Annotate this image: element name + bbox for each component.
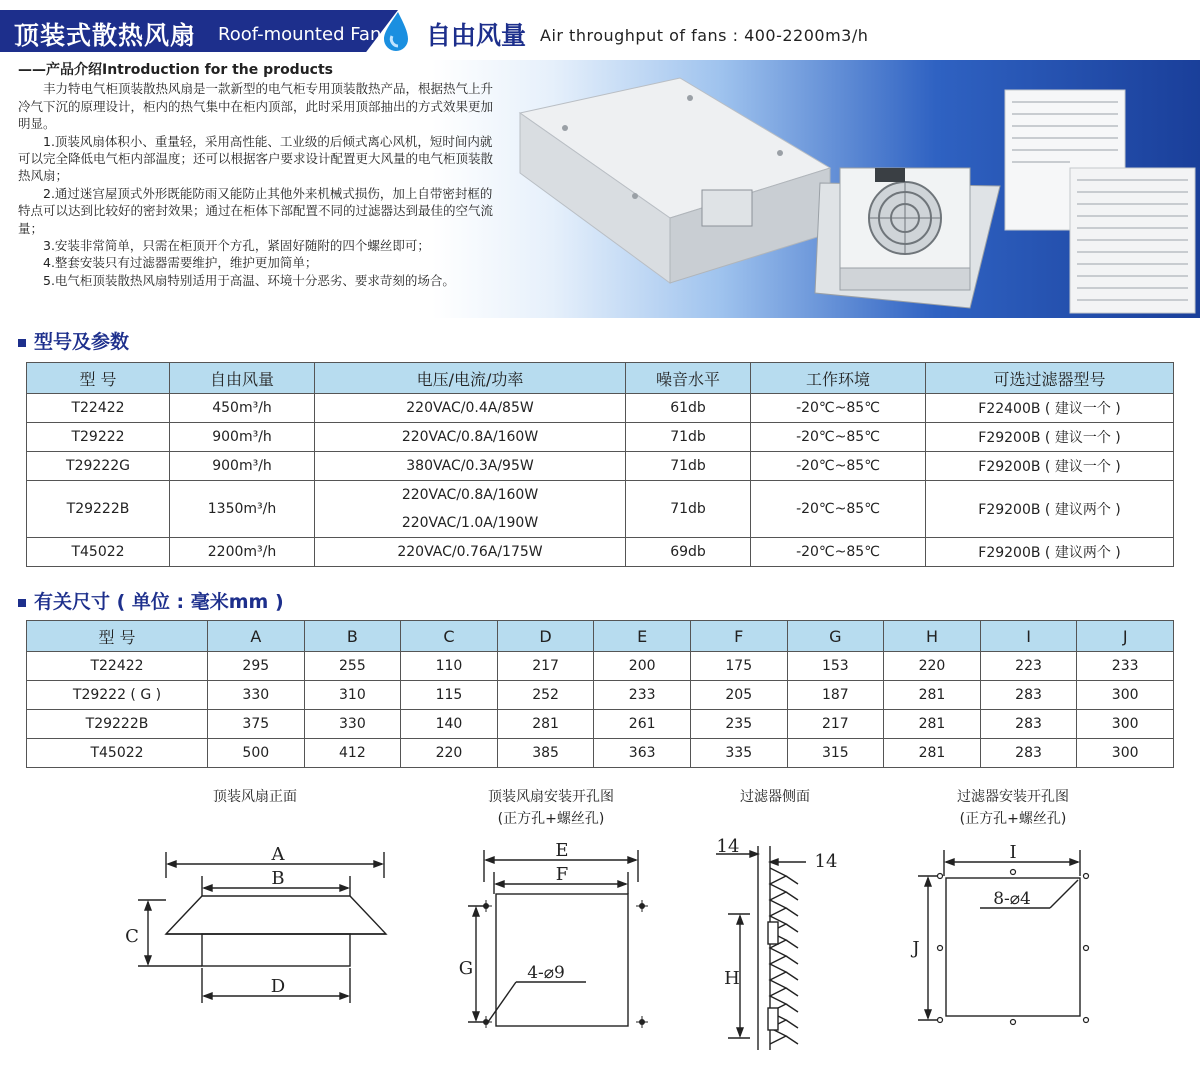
intro-paragraph: 4.整套安装只有过滤器需要维护，维护更加简单；	[43, 255, 318, 271]
cell: 187	[787, 681, 884, 710]
cell: 281	[497, 710, 594, 739]
filter-cutout-drawing	[900, 832, 1110, 1037]
dim-label-g: G	[458, 958, 474, 979]
cell: 300	[1077, 710, 1174, 739]
cell: 233	[1077, 652, 1174, 681]
cell-airflow: 450m³/h	[170, 394, 315, 423]
cell-env: -20℃~85℃	[751, 423, 926, 452]
hole-label: 4-⌀9	[527, 963, 565, 983]
dim-label-e: E	[555, 840, 569, 861]
front-view-drawing	[110, 838, 410, 1018]
cell-power: 220VAC/0.8A/160W	[315, 423, 626, 452]
cell-filter: F29200B ( 建议一个 )	[926, 423, 1174, 452]
header-airflow-cn: 自由风量	[426, 21, 527, 50]
table-header-row	[27, 621, 1174, 652]
cell: 235	[690, 710, 787, 739]
cell-noise: 71db	[626, 481, 751, 538]
col-header: 型 号	[27, 621, 208, 652]
cell-model: T45022	[27, 538, 170, 567]
dim-label-b: B	[271, 868, 285, 889]
cell: 217	[497, 652, 594, 681]
cell-filter: F29200B ( 建议两个 )	[926, 538, 1174, 567]
table-row	[27, 681, 1174, 710]
cell: 385	[497, 739, 594, 768]
drawing-caption-cutout-sub: (正方孔+螺丝孔)	[497, 811, 605, 827]
bullet-square-icon	[18, 599, 26, 607]
drawing-caption-front: 顶装风扇正面	[213, 789, 297, 805]
cell-noise: 71db	[626, 423, 751, 452]
dim-label-a: A	[271, 844, 285, 865]
cell: 300	[1077, 681, 1174, 710]
table-row	[27, 423, 1174, 452]
cell-env: -20℃~85℃	[751, 452, 926, 481]
header-title-en: Roof-mounted Fan	[218, 24, 382, 45]
cell: 335	[690, 739, 787, 768]
cell-env: -20℃~85℃	[751, 538, 926, 567]
intro-paragraph: 3.安装非常简单，只需在柜顶开个方孔，紧固好随附的四个螺丝即可；	[43, 238, 430, 254]
header-airflow-en: Air throughput of fans : 400-2200m3/h	[540, 26, 869, 45]
cell: 233	[594, 681, 691, 710]
cell: 217	[787, 710, 884, 739]
col-header: B	[304, 621, 401, 652]
specs-section-title	[18, 327, 129, 354]
bullet-square-icon	[18, 339, 26, 347]
power-line: 220VAC/0.8A/160W	[401, 487, 539, 503]
cell-filter: F29200B ( 建议两个 )	[926, 481, 1174, 538]
cell: 140	[401, 710, 498, 739]
cell: T29222 ( G )	[27, 681, 208, 710]
table-row	[27, 481, 1174, 538]
cell-airflow: 900m³/h	[170, 452, 315, 481]
table-row	[27, 710, 1174, 739]
drawing-caption-filter-sub: (正方孔+螺丝孔)	[959, 811, 1067, 827]
open-fan-image	[815, 168, 1000, 308]
cell-noise: 69db	[626, 538, 751, 567]
dim-label-d: D	[270, 976, 286, 997]
cell-filter: F22400B ( 建议一个 )	[926, 394, 1174, 423]
cell-noise: 61db	[626, 394, 751, 423]
dims-section-title	[18, 587, 284, 614]
intro-paragraph: 1.顶装风扇体积小、重量轻，采用高性能、工业级的后倾式离心风机，短时间内就可以完全降低电气柜内部温度；还可以根据客户要求设计配置更大风量的电气柜顶装散热风扇；	[18, 133, 494, 184]
col-header: 型 号	[27, 363, 170, 394]
table-row	[27, 652, 1174, 681]
cell-env: -20℃~85℃	[751, 394, 926, 423]
cell: 315	[787, 739, 884, 768]
col-header: H	[884, 621, 981, 652]
cell-model: T29222G	[27, 452, 170, 481]
dim-label-j: J	[912, 938, 920, 959]
cell: T22422	[27, 652, 208, 681]
cell: 281	[884, 739, 981, 768]
cell-airflow: 1350m³/h	[170, 481, 315, 538]
cell: 110	[401, 652, 498, 681]
col-header: D	[497, 621, 594, 652]
cell: 200	[594, 652, 691, 681]
cell: 363	[594, 739, 691, 768]
dim-label-h: H	[724, 968, 740, 989]
cell: 255	[304, 652, 401, 681]
cell: T29222B	[27, 710, 208, 739]
col-header: 自由风量	[170, 363, 315, 394]
cell: 310	[304, 681, 401, 710]
col-header: 工作环境	[751, 363, 926, 394]
col-header: C	[401, 621, 498, 652]
cell: T45022	[27, 739, 208, 768]
hole-label: 8-⌀4	[993, 889, 1031, 909]
intro-paragraph: 5.电气柜顶装散热风扇特别适用于高温、环境十分恶劣、要求苛刻的场合。	[43, 272, 455, 288]
col-header: G	[787, 621, 884, 652]
col-header: 噪音水平	[626, 363, 751, 394]
cell-power: 220VAC/0.76A/175W	[315, 538, 626, 567]
intro-text	[18, 62, 502, 289]
dim-label-c: C	[125, 926, 139, 947]
cell: 220	[884, 652, 981, 681]
cell-env: -20℃~85℃	[751, 481, 926, 538]
cell: 330	[208, 681, 305, 710]
header-title-cn: 顶装式散热风扇	[14, 21, 197, 50]
col-header: 电压/电流/功率	[315, 363, 626, 394]
cell-filter: F29200B ( 建议一个 )	[926, 452, 1174, 481]
col-header: F	[690, 621, 787, 652]
table-row	[27, 538, 1174, 567]
filter-grille-image	[1005, 90, 1195, 313]
cell-power: 380VAC/0.3A/95W	[315, 452, 626, 481]
cell-model: T29222	[27, 423, 170, 452]
drawing-caption-cutout: 顶装风扇安装开孔图	[488, 789, 614, 805]
cell: 283	[980, 681, 1077, 710]
specs-table	[26, 362, 1174, 567]
dim-label-i: I	[1009, 842, 1017, 863]
table-row	[27, 452, 1174, 481]
cell-power	[315, 481, 626, 538]
col-header: I	[980, 621, 1077, 652]
drawing-caption-filter: 过滤器安装开孔图	[957, 789, 1069, 805]
col-header: E	[594, 621, 691, 652]
product-photos	[510, 68, 1200, 318]
roof-fan-image	[520, 78, 830, 283]
cell: 220	[401, 739, 498, 768]
cell: 175	[690, 652, 787, 681]
filter-side-drawing	[706, 832, 856, 1057]
dims-title-text: 有关尺寸 ( 单位 : 毫米mm )	[34, 591, 284, 613]
cell: 295	[208, 652, 305, 681]
dim-label-f: F	[555, 864, 569, 885]
cell-model: T29222B	[27, 481, 170, 538]
table-header-row	[27, 363, 1174, 394]
cell: 330	[304, 710, 401, 739]
col-header: A	[208, 621, 305, 652]
drawing-caption-side: 过滤器侧面	[740, 789, 810, 805]
cell-airflow: 2200m³/h	[170, 538, 315, 567]
intro-title: ——产品介绍Introduction for the products	[18, 62, 333, 78]
intro-paragraph: 丰力特电气柜顶装散热风扇是一款新型的电气柜专用顶装散热产品，根据热气上升冷气下沉的原理设计，柜内的热气集中在柜内顶部，此时采用顶部抽出的方式效果更加明显。	[18, 81, 494, 132]
specs-title-text: 型号及参数	[34, 331, 130, 353]
dims-table	[26, 620, 1174, 768]
fan-cutout-drawing	[446, 832, 666, 1042]
table-row	[27, 394, 1174, 423]
cell: 252	[497, 681, 594, 710]
cell: 205	[690, 681, 787, 710]
cell: 283	[980, 739, 1077, 768]
dim-label-14-left: 14	[716, 836, 740, 857]
dim-label-14-right: 14	[814, 851, 838, 872]
cell: 115	[401, 681, 498, 710]
cell-model: T22422	[27, 394, 170, 423]
cell-power: 220VAC/0.4A/85W	[315, 394, 626, 423]
cell: 283	[980, 710, 1077, 739]
cell: 375	[208, 710, 305, 739]
cell: 153	[787, 652, 884, 681]
cell-noise: 71db	[626, 452, 751, 481]
cell: 281	[884, 681, 981, 710]
intro-paragraph: 2.通过迷宫屋顶式外形既能防雨又能防止其他外来机械式损伤，加上自带密封框的特点可以达到比较好的密封效果；通过在柜体下部配置不同的过滤器达到最佳的空气流量；	[18, 185, 494, 236]
table-row	[27, 739, 1174, 768]
cell-airflow: 900m³/h	[170, 423, 315, 452]
cell: 300	[1077, 739, 1174, 768]
col-header: 可选过滤器型号	[926, 363, 1174, 394]
cell: 261	[594, 710, 691, 739]
page-header	[0, 0, 1200, 58]
col-header: J	[1077, 621, 1174, 652]
cell: 412	[304, 739, 401, 768]
cell: 281	[884, 710, 981, 739]
power-line: 220VAC/1.0A/190W	[401, 515, 539, 531]
cell: 223	[980, 652, 1077, 681]
cell: 500	[208, 739, 305, 768]
